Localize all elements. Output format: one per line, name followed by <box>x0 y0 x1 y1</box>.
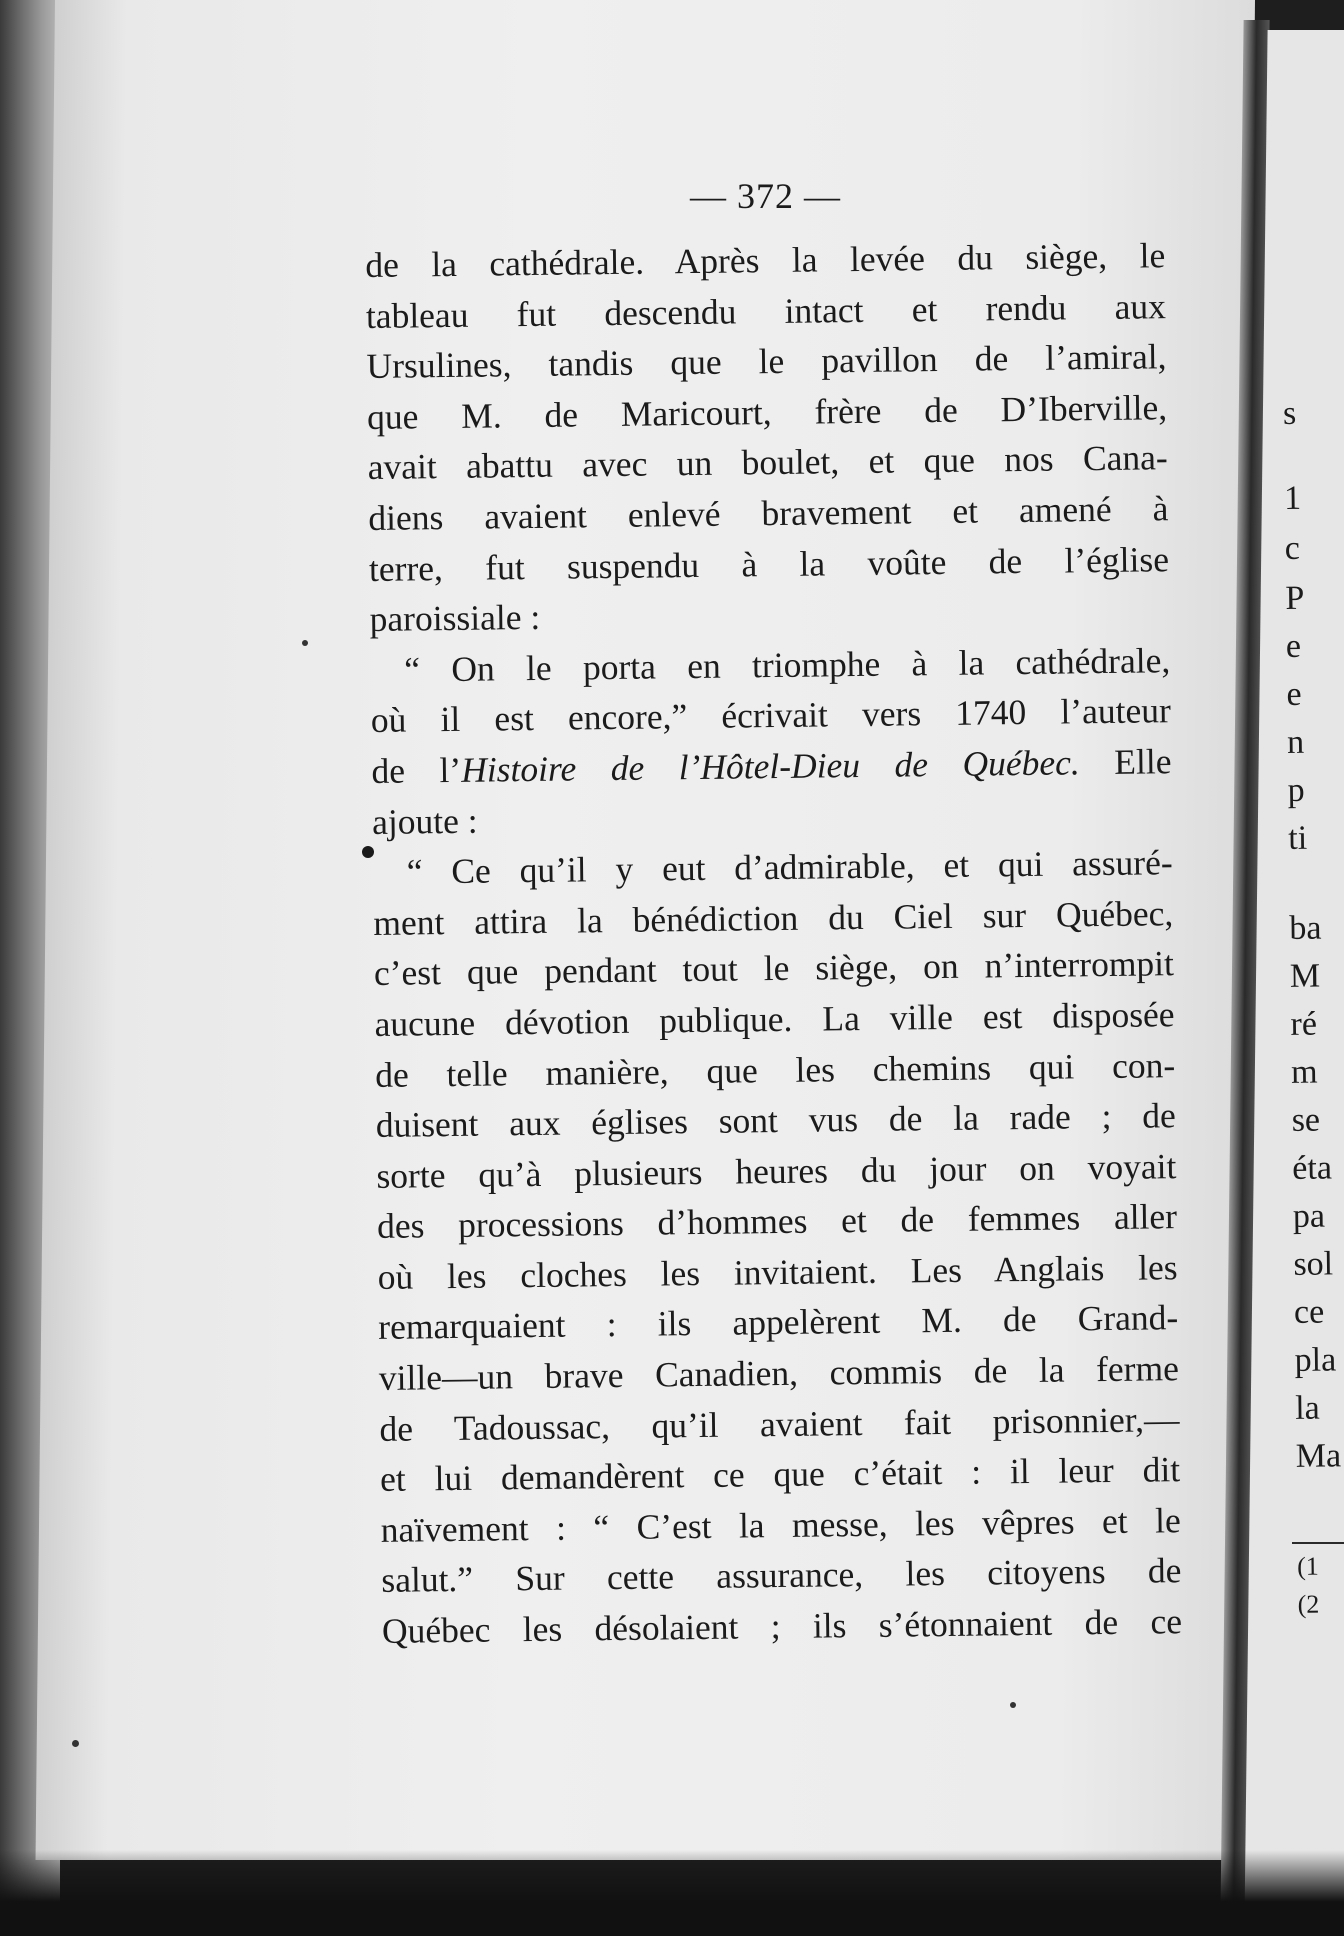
text-line: Ursulines, tandis que le pavillon de l’amiral, <box>366 336 1167 387</box>
italic-suffix: Elle <box>1114 741 1172 782</box>
text-line-italic-title <box>371 736 1172 796</box>
facing-fragment: M <box>1289 957 1321 995</box>
page-number: — 372 — <box>690 176 841 216</box>
facing-fragment: P <box>1285 579 1305 617</box>
body-text <box>365 230 1182 1656</box>
text-line: avait abattu avec un boulet, et que nos Cana- <box>367 437 1168 488</box>
text-line: remarquaient : ils appelèrent M. de Grand- <box>378 1297 1179 1348</box>
footnote-rule <box>1292 1542 1344 1544</box>
facing-footnote: (1 <box>1296 1551 1319 1581</box>
text-line: terre, fut suspendu à la voûte de l’église <box>368 538 1170 589</box>
facing-fragment: s <box>1282 394 1297 432</box>
italic-prefix: de l’ <box>371 749 462 791</box>
facing-fragment: ti <box>1288 819 1308 857</box>
text-line: de la cathédrale. Après la levée du siège, le <box>365 235 1166 285</box>
ink-speck <box>1010 1702 1016 1708</box>
facing-fragment: pa <box>1292 1197 1326 1235</box>
text-line: “ On le porta en triomphe à la cathédrale, <box>404 639 1171 690</box>
text-line: sorte qu’à plusieurs heures du jour on voyait <box>376 1145 1177 1196</box>
ink-speck <box>72 1740 79 1747</box>
facing-fragment: ré <box>1290 1005 1318 1043</box>
text-line: c’est que pendant tout le siège, on n’interrompit <box>373 943 1175 994</box>
text-line: ville—un brave Canadien, commis de la ferme <box>378 1348 1180 1398</box>
text-line: de telle manière, que les chemins qui con- <box>374 1044 1176 1095</box>
text-line: Québec les désolaient ; ils s’étonnaient de ce <box>381 1601 1183 1651</box>
facing-footnote: (2 <box>1297 1589 1320 1619</box>
text-line: où il est encore,” écrivait vers 1740 l’auteur <box>370 690 1172 741</box>
text-line: paroissiale : <box>369 597 541 640</box>
text-line: et lui demandèrent ce que c’était : il leur dit <box>379 1449 1181 1500</box>
book-title: Histoire de l’Hôtel-Dieu de Québec. <box>460 742 1081 790</box>
facing-fragment: sol <box>1293 1245 1334 1283</box>
facing-fragment: se <box>1291 1101 1321 1139</box>
facing-fragment: p <box>1287 771 1305 809</box>
facing-fragment: Ma <box>1295 1437 1342 1475</box>
text-line: aucune dévotion publique. La ville est disposée <box>374 994 1175 1044</box>
text-line: duisent aux églises sont vus de la rade ; de <box>375 1095 1176 1146</box>
ink-speck <box>302 640 308 646</box>
bottom-shadow <box>0 1850 1344 1936</box>
text-line: de Tadoussac, qu’il avaient fait prisonnier,— <box>379 1398 1180 1449</box>
text-line: naïvement : “ C’est la messe, les vêpres et le <box>380 1499 1181 1550</box>
facing-fragment: n <box>1286 723 1305 761</box>
facing-fragment: e <box>1286 675 1302 713</box>
text-line: “ Ce qu’il y eut d’admirable, et qui assuré- <box>406 842 1173 892</box>
facing-fragment: m <box>1290 1053 1318 1091</box>
text-line: diens avaient enlevé bravement et amené à <box>368 488 1169 538</box>
text-line: ment attira la bénédiction du Ciel sur Québec, <box>373 892 1174 943</box>
text-line: salut.” Sur cette assurance, les citoyens de <box>381 1550 1182 1601</box>
facing-fragment: ce <box>1293 1293 1325 1331</box>
text-line: tableau fut descendu intact et rendu aux <box>365 285 1167 336</box>
facing-fragment: 1 <box>1283 479 1302 517</box>
text-line: où les cloches les invitaient. Les Anglais les <box>377 1247 1178 1297</box>
facing-fragment: e <box>1285 627 1302 665</box>
facing-fragment: la <box>1294 1389 1320 1427</box>
text-line: des processions d’hommes et de femmes aller <box>376 1196 1178 1247</box>
facing-fragment: ba <box>1289 909 1322 947</box>
facing-fragment: pla <box>1294 1341 1337 1379</box>
facing-fragment: éta <box>1292 1149 1333 1187</box>
text-line: ajoute : <box>371 800 478 842</box>
facing-fragment: c <box>1284 529 1301 567</box>
text-line: que M. de Maricourt, frère de D’Iberville, <box>366 386 1168 437</box>
